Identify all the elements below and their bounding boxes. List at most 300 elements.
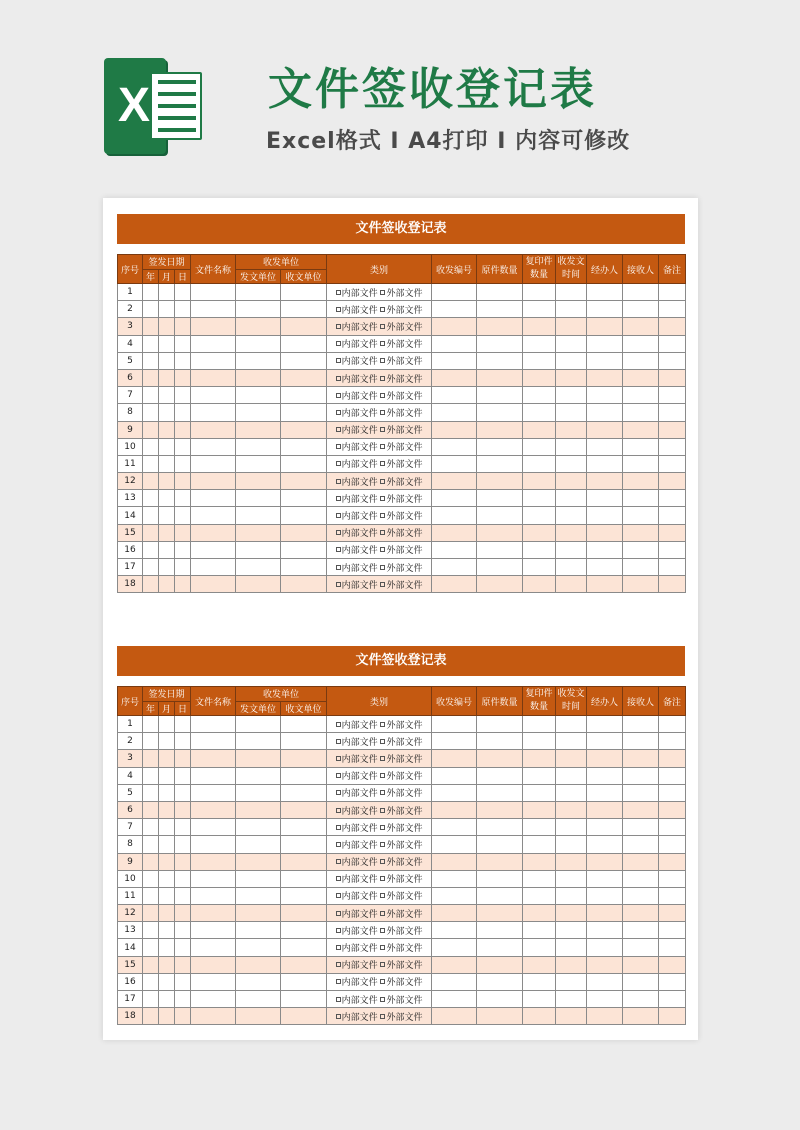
cell-remark[interactable] bbox=[659, 301, 686, 318]
cell-recv-unit[interactable] bbox=[281, 733, 327, 750]
cell-file-name[interactable] bbox=[191, 922, 236, 939]
cell-number[interactable] bbox=[432, 922, 477, 939]
cell-receiver[interactable] bbox=[623, 438, 659, 455]
cell-number[interactable] bbox=[432, 905, 477, 922]
cell-time[interactable] bbox=[556, 853, 587, 870]
cell-handler[interactable] bbox=[587, 991, 623, 1008]
cell-recv-unit[interactable] bbox=[281, 767, 327, 784]
cell-day[interactable] bbox=[175, 301, 191, 318]
cell-handler[interactable] bbox=[587, 507, 623, 524]
cell-year[interactable] bbox=[143, 421, 159, 438]
checkbox-icon[interactable] bbox=[380, 876, 385, 881]
cell-handler[interactable] bbox=[587, 956, 623, 973]
cell-file-name[interactable] bbox=[191, 524, 236, 541]
cell-send-unit[interactable] bbox=[236, 819, 281, 836]
cell-receiver[interactable] bbox=[623, 284, 659, 301]
cell-year[interactable] bbox=[143, 404, 159, 421]
checkbox-icon[interactable] bbox=[380, 825, 385, 830]
cell-orig-qty[interactable] bbox=[477, 473, 523, 490]
cell-time[interactable] bbox=[556, 369, 587, 386]
cell-recv-unit[interactable] bbox=[281, 853, 327, 870]
cell-send-unit[interactable] bbox=[236, 369, 281, 386]
cell-send-unit[interactable] bbox=[236, 905, 281, 922]
cell-send-unit[interactable] bbox=[236, 870, 281, 887]
cell-year[interactable] bbox=[143, 524, 159, 541]
cell-handler[interactable] bbox=[587, 922, 623, 939]
checkbox-icon[interactable] bbox=[336, 530, 341, 535]
cell-copy-qty[interactable] bbox=[523, 490, 556, 507]
cell-number[interactable] bbox=[432, 404, 477, 421]
cell-number[interactable] bbox=[432, 352, 477, 369]
cell-remark[interactable] bbox=[659, 369, 686, 386]
cell-orig-qty[interactable] bbox=[477, 716, 523, 733]
cell-year[interactable] bbox=[143, 1008, 159, 1025]
checkbox-icon[interactable] bbox=[336, 962, 341, 967]
cell-copy-qty[interactable] bbox=[523, 301, 556, 318]
cell-number[interactable] bbox=[432, 438, 477, 455]
cell-send-unit[interactable] bbox=[236, 404, 281, 421]
cell-copy-qty[interactable] bbox=[523, 318, 556, 335]
cell-remark[interactable] bbox=[659, 387, 686, 404]
cell-day[interactable] bbox=[175, 887, 191, 904]
cell-month[interactable] bbox=[159, 973, 175, 990]
cell-year[interactable] bbox=[143, 801, 159, 818]
cell-time[interactable] bbox=[556, 836, 587, 853]
checkbox-icon[interactable] bbox=[380, 756, 385, 761]
checkbox-icon[interactable] bbox=[336, 496, 341, 501]
cell-handler[interactable] bbox=[587, 905, 623, 922]
checkbox-icon[interactable] bbox=[336, 479, 341, 484]
cell-remark[interactable] bbox=[659, 973, 686, 990]
cell-time[interactable] bbox=[556, 421, 587, 438]
cell-file-name[interactable] bbox=[191, 284, 236, 301]
cell-handler[interactable] bbox=[587, 438, 623, 455]
cell-receiver[interactable] bbox=[623, 541, 659, 558]
cell-recv-unit[interactable] bbox=[281, 284, 327, 301]
cell-handler[interactable] bbox=[587, 369, 623, 386]
cell-orig-qty[interactable] bbox=[477, 939, 523, 956]
cell-year[interactable] bbox=[143, 853, 159, 870]
checkbox-icon[interactable] bbox=[336, 997, 341, 1002]
cell-receiver[interactable] bbox=[623, 1008, 659, 1025]
cell-month[interactable] bbox=[159, 905, 175, 922]
checkbox-icon[interactable] bbox=[380, 358, 385, 363]
cell-day[interactable] bbox=[175, 490, 191, 507]
cell-time[interactable] bbox=[556, 750, 587, 767]
cell-orig-qty[interactable] bbox=[477, 784, 523, 801]
cell-month[interactable] bbox=[159, 301, 175, 318]
cell-number[interactable] bbox=[432, 576, 477, 593]
cell-recv-unit[interactable] bbox=[281, 387, 327, 404]
cell-time[interactable] bbox=[556, 541, 587, 558]
cell-orig-qty[interactable] bbox=[477, 559, 523, 576]
cell-recv-unit[interactable] bbox=[281, 956, 327, 973]
cell-year[interactable] bbox=[143, 922, 159, 939]
cell-copy-qty[interactable] bbox=[523, 801, 556, 818]
cell-year[interactable] bbox=[143, 819, 159, 836]
cell-day[interactable] bbox=[175, 716, 191, 733]
cell-receiver[interactable] bbox=[623, 801, 659, 818]
cell-number[interactable] bbox=[432, 716, 477, 733]
cell-day[interactable] bbox=[175, 819, 191, 836]
checkbox-icon[interactable] bbox=[380, 842, 385, 847]
cell-time[interactable] bbox=[556, 301, 587, 318]
cell-day[interactable] bbox=[175, 750, 191, 767]
cell-day[interactable] bbox=[175, 853, 191, 870]
cell-recv-unit[interactable] bbox=[281, 301, 327, 318]
checkbox-icon[interactable] bbox=[380, 496, 385, 501]
cell-remark[interactable] bbox=[659, 801, 686, 818]
checkbox-icon[interactable] bbox=[380, 945, 385, 950]
cell-number[interactable] bbox=[432, 387, 477, 404]
cell-send-unit[interactable] bbox=[236, 541, 281, 558]
checkbox-icon[interactable] bbox=[336, 324, 341, 329]
cell-remark[interactable] bbox=[659, 507, 686, 524]
cell-month[interactable] bbox=[159, 541, 175, 558]
cell-number[interactable] bbox=[432, 541, 477, 558]
checkbox-icon[interactable] bbox=[336, 513, 341, 518]
cell-handler[interactable] bbox=[587, 1008, 623, 1025]
cell-time[interactable] bbox=[556, 991, 587, 1008]
checkbox-icon[interactable] bbox=[336, 825, 341, 830]
cell-handler[interactable] bbox=[587, 870, 623, 887]
cell-remark[interactable] bbox=[659, 541, 686, 558]
cell-send-unit[interactable] bbox=[236, 956, 281, 973]
cell-receiver[interactable] bbox=[623, 318, 659, 335]
cell-receiver[interactable] bbox=[623, 750, 659, 767]
cell-file-name[interactable] bbox=[191, 733, 236, 750]
cell-day[interactable] bbox=[175, 905, 191, 922]
cell-send-unit[interactable] bbox=[236, 301, 281, 318]
cell-year[interactable] bbox=[143, 716, 159, 733]
cell-day[interactable] bbox=[175, 318, 191, 335]
cell-remark[interactable] bbox=[659, 473, 686, 490]
cell-time[interactable] bbox=[556, 387, 587, 404]
cell-time[interactable] bbox=[556, 284, 587, 301]
cell-copy-qty[interactable] bbox=[523, 819, 556, 836]
cell-recv-unit[interactable] bbox=[281, 404, 327, 421]
cell-file-name[interactable] bbox=[191, 352, 236, 369]
cell-year[interactable] bbox=[143, 352, 159, 369]
checkbox-icon[interactable] bbox=[380, 547, 385, 552]
cell-time[interactable] bbox=[556, 905, 587, 922]
cell-file-name[interactable] bbox=[191, 1008, 236, 1025]
cell-copy-qty[interactable] bbox=[523, 369, 556, 386]
cell-orig-qty[interactable] bbox=[477, 507, 523, 524]
cell-orig-qty[interactable] bbox=[477, 801, 523, 818]
cell-send-unit[interactable] bbox=[236, 284, 281, 301]
cell-send-unit[interactable] bbox=[236, 733, 281, 750]
cell-receiver[interactable] bbox=[623, 507, 659, 524]
checkbox-icon[interactable] bbox=[380, 893, 385, 898]
cell-file-name[interactable] bbox=[191, 939, 236, 956]
cell-copy-qty[interactable] bbox=[523, 836, 556, 853]
cell-handler[interactable] bbox=[587, 576, 623, 593]
cell-remark[interactable] bbox=[659, 524, 686, 541]
checkbox-icon[interactable] bbox=[336, 582, 341, 587]
cell-day[interactable] bbox=[175, 473, 191, 490]
cell-remark[interactable] bbox=[659, 956, 686, 973]
cell-copy-qty[interactable] bbox=[523, 473, 556, 490]
cell-receiver[interactable] bbox=[623, 716, 659, 733]
cell-send-unit[interactable] bbox=[236, 490, 281, 507]
cell-file-name[interactable] bbox=[191, 905, 236, 922]
cell-number[interactable] bbox=[432, 559, 477, 576]
cell-receiver[interactable] bbox=[623, 352, 659, 369]
cell-file-name[interactable] bbox=[191, 801, 236, 818]
cell-handler[interactable] bbox=[587, 973, 623, 990]
cell-year[interactable] bbox=[143, 438, 159, 455]
cell-month[interactable] bbox=[159, 767, 175, 784]
cell-orig-qty[interactable] bbox=[477, 404, 523, 421]
cell-month[interactable] bbox=[159, 733, 175, 750]
cell-handler[interactable] bbox=[587, 387, 623, 404]
checkbox-icon[interactable] bbox=[336, 410, 341, 415]
cell-handler[interactable] bbox=[587, 490, 623, 507]
cell-day[interactable] bbox=[175, 784, 191, 801]
cell-handler[interactable] bbox=[587, 716, 623, 733]
checkbox-icon[interactable] bbox=[380, 307, 385, 312]
cell-year[interactable] bbox=[143, 507, 159, 524]
cell-number[interactable] bbox=[432, 490, 477, 507]
cell-receiver[interactable] bbox=[623, 905, 659, 922]
cell-remark[interactable] bbox=[659, 767, 686, 784]
cell-number[interactable] bbox=[432, 819, 477, 836]
cell-orig-qty[interactable] bbox=[477, 369, 523, 386]
cell-month[interactable] bbox=[159, 801, 175, 818]
cell-copy-qty[interactable] bbox=[523, 1008, 556, 1025]
cell-receiver[interactable] bbox=[623, 387, 659, 404]
cell-number[interactable] bbox=[432, 767, 477, 784]
cell-orig-qty[interactable] bbox=[477, 836, 523, 853]
cell-number[interactable] bbox=[432, 421, 477, 438]
checkbox-icon[interactable] bbox=[380, 479, 385, 484]
cell-number[interactable] bbox=[432, 301, 477, 318]
cell-remark[interactable] bbox=[659, 576, 686, 593]
cell-number[interactable] bbox=[432, 733, 477, 750]
checkbox-icon[interactable] bbox=[380, 513, 385, 518]
cell-recv-unit[interactable] bbox=[281, 455, 327, 472]
checkbox-icon[interactable] bbox=[380, 565, 385, 570]
checkbox-icon[interactable] bbox=[336, 547, 341, 552]
cell-day[interactable] bbox=[175, 507, 191, 524]
checkbox-icon[interactable] bbox=[336, 945, 341, 950]
checkbox-icon[interactable] bbox=[336, 341, 341, 346]
cell-copy-qty[interactable] bbox=[523, 576, 556, 593]
cell-orig-qty[interactable] bbox=[477, 524, 523, 541]
cell-file-name[interactable] bbox=[191, 318, 236, 335]
cell-file-name[interactable] bbox=[191, 836, 236, 853]
cell-recv-unit[interactable] bbox=[281, 576, 327, 593]
cell-day[interactable] bbox=[175, 335, 191, 352]
cell-copy-qty[interactable] bbox=[523, 905, 556, 922]
cell-orig-qty[interactable] bbox=[477, 576, 523, 593]
cell-day[interactable] bbox=[175, 421, 191, 438]
cell-time[interactable] bbox=[556, 559, 587, 576]
cell-handler[interactable] bbox=[587, 541, 623, 558]
cell-handler[interactable] bbox=[587, 784, 623, 801]
cell-recv-unit[interactable] bbox=[281, 887, 327, 904]
cell-send-unit[interactable] bbox=[236, 421, 281, 438]
cell-send-unit[interactable] bbox=[236, 507, 281, 524]
cell-year[interactable] bbox=[143, 870, 159, 887]
cell-orig-qty[interactable] bbox=[477, 991, 523, 1008]
cell-copy-qty[interactable] bbox=[523, 524, 556, 541]
cell-copy-qty[interactable] bbox=[523, 733, 556, 750]
cell-year[interactable] bbox=[143, 490, 159, 507]
cell-send-unit[interactable] bbox=[236, 836, 281, 853]
cell-copy-qty[interactable] bbox=[523, 991, 556, 1008]
cell-number[interactable] bbox=[432, 284, 477, 301]
cell-number[interactable] bbox=[432, 973, 477, 990]
cell-time[interactable] bbox=[556, 352, 587, 369]
cell-year[interactable] bbox=[143, 473, 159, 490]
cell-recv-unit[interactable] bbox=[281, 801, 327, 818]
cell-day[interactable] bbox=[175, 991, 191, 1008]
cell-day[interactable] bbox=[175, 733, 191, 750]
cell-recv-unit[interactable] bbox=[281, 559, 327, 576]
cell-send-unit[interactable] bbox=[236, 973, 281, 990]
cell-remark[interactable] bbox=[659, 318, 686, 335]
cell-recv-unit[interactable] bbox=[281, 507, 327, 524]
cell-recv-unit[interactable] bbox=[281, 836, 327, 853]
checkbox-icon[interactable] bbox=[336, 790, 341, 795]
cell-orig-qty[interactable] bbox=[477, 973, 523, 990]
cell-time[interactable] bbox=[556, 819, 587, 836]
cell-orig-qty[interactable] bbox=[477, 284, 523, 301]
cell-remark[interactable] bbox=[659, 836, 686, 853]
checkbox-icon[interactable] bbox=[380, 290, 385, 295]
cell-time[interactable] bbox=[556, 455, 587, 472]
cell-time[interactable] bbox=[556, 473, 587, 490]
cell-time[interactable] bbox=[556, 939, 587, 956]
checkbox-icon[interactable] bbox=[380, 979, 385, 984]
cell-copy-qty[interactable] bbox=[523, 541, 556, 558]
cell-copy-qty[interactable] bbox=[523, 335, 556, 352]
cell-number[interactable] bbox=[432, 473, 477, 490]
cell-year[interactable] bbox=[143, 387, 159, 404]
cell-year[interactable] bbox=[143, 541, 159, 558]
cell-recv-unit[interactable] bbox=[281, 438, 327, 455]
cell-day[interactable] bbox=[175, 541, 191, 558]
cell-receiver[interactable] bbox=[623, 301, 659, 318]
checkbox-icon[interactable] bbox=[336, 376, 341, 381]
checkbox-icon[interactable] bbox=[336, 1014, 341, 1019]
checkbox-icon[interactable] bbox=[336, 461, 341, 466]
cell-year[interactable] bbox=[143, 301, 159, 318]
cell-copy-qty[interactable] bbox=[523, 973, 556, 990]
cell-orig-qty[interactable] bbox=[477, 819, 523, 836]
cell-copy-qty[interactable] bbox=[523, 455, 556, 472]
cell-recv-unit[interactable] bbox=[281, 335, 327, 352]
cell-file-name[interactable] bbox=[191, 853, 236, 870]
cell-receiver[interactable] bbox=[623, 455, 659, 472]
cell-recv-unit[interactable] bbox=[281, 870, 327, 887]
cell-receiver[interactable] bbox=[623, 819, 659, 836]
cell-file-name[interactable] bbox=[191, 335, 236, 352]
checkbox-icon[interactable] bbox=[380, 722, 385, 727]
cell-number[interactable] bbox=[432, 956, 477, 973]
cell-month[interactable] bbox=[159, 956, 175, 973]
cell-remark[interactable] bbox=[659, 421, 686, 438]
cell-day[interactable] bbox=[175, 870, 191, 887]
cell-month[interactable] bbox=[159, 369, 175, 386]
cell-orig-qty[interactable] bbox=[477, 421, 523, 438]
cell-file-name[interactable] bbox=[191, 819, 236, 836]
cell-month[interactable] bbox=[159, 1008, 175, 1025]
cell-file-name[interactable] bbox=[191, 301, 236, 318]
cell-receiver[interactable] bbox=[623, 973, 659, 990]
cell-receiver[interactable] bbox=[623, 956, 659, 973]
cell-receiver[interactable] bbox=[623, 576, 659, 593]
cell-number[interactable] bbox=[432, 750, 477, 767]
cell-year[interactable] bbox=[143, 836, 159, 853]
cell-copy-qty[interactable] bbox=[523, 784, 556, 801]
cell-day[interactable] bbox=[175, 956, 191, 973]
cell-file-name[interactable] bbox=[191, 956, 236, 973]
cell-receiver[interactable] bbox=[623, 404, 659, 421]
cell-send-unit[interactable] bbox=[236, 922, 281, 939]
cell-time[interactable] bbox=[556, 870, 587, 887]
cell-time[interactable] bbox=[556, 716, 587, 733]
cell-month[interactable] bbox=[159, 750, 175, 767]
cell-day[interactable] bbox=[175, 387, 191, 404]
checkbox-icon[interactable] bbox=[336, 358, 341, 363]
cell-handler[interactable] bbox=[587, 421, 623, 438]
cell-send-unit[interactable] bbox=[236, 387, 281, 404]
cell-month[interactable] bbox=[159, 870, 175, 887]
cell-recv-unit[interactable] bbox=[281, 473, 327, 490]
checkbox-icon[interactable] bbox=[336, 756, 341, 761]
cell-send-unit[interactable] bbox=[236, 335, 281, 352]
cell-year[interactable] bbox=[143, 887, 159, 904]
cell-handler[interactable] bbox=[587, 559, 623, 576]
cell-year[interactable] bbox=[143, 335, 159, 352]
cell-orig-qty[interactable] bbox=[477, 455, 523, 472]
cell-copy-qty[interactable] bbox=[523, 956, 556, 973]
cell-time[interactable] bbox=[556, 767, 587, 784]
cell-year[interactable] bbox=[143, 956, 159, 973]
cell-receiver[interactable] bbox=[623, 369, 659, 386]
cell-number[interactable] bbox=[432, 939, 477, 956]
cell-copy-qty[interactable] bbox=[523, 853, 556, 870]
cell-day[interactable] bbox=[175, 973, 191, 990]
cell-file-name[interactable] bbox=[191, 973, 236, 990]
cell-time[interactable] bbox=[556, 784, 587, 801]
cell-number[interactable] bbox=[432, 524, 477, 541]
checkbox-icon[interactable] bbox=[336, 739, 341, 744]
cell-receiver[interactable] bbox=[623, 421, 659, 438]
checkbox-icon[interactable] bbox=[380, 859, 385, 864]
cell-recv-unit[interactable] bbox=[281, 421, 327, 438]
cell-receiver[interactable] bbox=[623, 767, 659, 784]
cell-day[interactable] bbox=[175, 438, 191, 455]
cell-time[interactable] bbox=[556, 507, 587, 524]
cell-orig-qty[interactable] bbox=[477, 352, 523, 369]
cell-time[interactable] bbox=[556, 733, 587, 750]
checkbox-icon[interactable] bbox=[336, 876, 341, 881]
cell-month[interactable] bbox=[159, 421, 175, 438]
cell-time[interactable] bbox=[556, 576, 587, 593]
cell-copy-qty[interactable] bbox=[523, 284, 556, 301]
cell-send-unit[interactable] bbox=[236, 750, 281, 767]
checkbox-icon[interactable] bbox=[336, 427, 341, 432]
checkbox-icon[interactable] bbox=[380, 928, 385, 933]
cell-orig-qty[interactable] bbox=[477, 335, 523, 352]
cell-year[interactable] bbox=[143, 733, 159, 750]
cell-number[interactable] bbox=[432, 887, 477, 904]
cell-time[interactable] bbox=[556, 1008, 587, 1025]
